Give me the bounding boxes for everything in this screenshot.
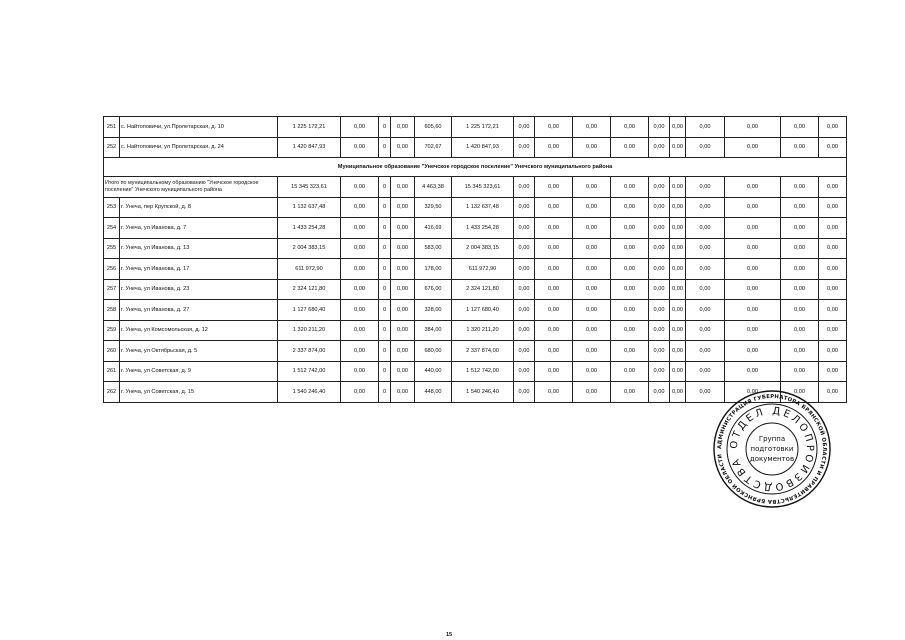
row-cell-c1: 0,00 (341, 320, 379, 341)
row-cell-c9: 0,00 (611, 218, 649, 239)
row-cell-c12: 0,00 (686, 341, 725, 362)
row-number: 259 (104, 320, 120, 341)
row-cell-c3: 0,00 (391, 137, 415, 158)
row-cell-c4: 384,00 (415, 320, 452, 341)
stamp-line-2: подготовки (750, 445, 794, 453)
row-cell-c10: 0,00 (649, 238, 670, 259)
row-cell-c5: 2 324 121,80 (452, 279, 514, 300)
row-cell-c15: 0,00 (819, 137, 847, 158)
row-cell-c6: 0,00 (514, 259, 535, 280)
subtotal-c1: 0,00 (341, 177, 379, 198)
subtotal-c2: 0 (379, 177, 391, 198)
row-cell-c14: 0,00 (781, 137, 819, 158)
subtotal-c14: 0,00 (781, 177, 819, 198)
subtotal-row (104, 177, 847, 198)
row-cell-c11: 0,00 (670, 279, 686, 300)
row-number: 251 (104, 117, 120, 138)
row-number: 252 (104, 137, 120, 158)
row-cell-c11: 0,00 (670, 361, 686, 382)
page-number: 15 (446, 632, 453, 638)
row-cell-c4: 178,00 (415, 259, 452, 280)
row-cell-c12: 0,00 (686, 279, 725, 300)
row-cell-c12: 0,00 (686, 137, 725, 158)
subtotal-total: 15 345 323,61 (278, 177, 341, 198)
row-cell-c14: 0,00 (781, 259, 819, 280)
stamp-line-1: Группа (758, 435, 786, 443)
row-cell-c12: 0,00 (686, 300, 725, 321)
row-cell-c6: 0,00 (514, 382, 535, 403)
row-cell-c4: 329,50 (415, 197, 452, 218)
row-cell-c13: 0,00 (725, 197, 781, 218)
row-cell-total: 1 512 742,00 (278, 361, 341, 382)
row-cell-c9: 0,00 (611, 137, 649, 158)
row-address: г. Унеча, ул Октябрьская, д. 5 (120, 341, 278, 362)
row-cell-c6: 0,00 (514, 117, 535, 138)
main-rows (104, 197, 847, 402)
row-cell-c8: 0,00 (573, 361, 611, 382)
subtotal-c8: 0,00 (573, 177, 611, 198)
row-cell-total: 1 420 847,93 (278, 137, 341, 158)
row-cell-c8: 0,00 (573, 218, 611, 239)
row-cell-c1: 0,00 (341, 137, 379, 158)
row-cell-c1: 0,00 (341, 382, 379, 403)
row-cell-c9: 0,00 (611, 238, 649, 259)
row-address: г. Унеча, ул Иванова, д. 27 (120, 300, 278, 321)
row-cell-c4: 328,00 (415, 300, 452, 321)
row-cell-c2: 0 (379, 341, 391, 362)
row-cell-c8: 0,00 (573, 382, 611, 403)
row-cell-c1: 0,00 (341, 341, 379, 362)
row-cell-c7: 0,00 (535, 259, 573, 280)
row-cell-c3: 0,00 (391, 279, 415, 300)
row-address: г. Унеча, ул Советская, д. 9 (120, 361, 278, 382)
row-cell-c5: 2 004 383,15 (452, 238, 514, 259)
row-cell-c3: 0,00 (391, 259, 415, 280)
row-number: 253 (104, 197, 120, 218)
table-row (104, 137, 847, 158)
row-cell-c2: 0 (379, 259, 391, 280)
row-cell-c7: 0,00 (535, 117, 573, 138)
row-cell-c13: 0,00 (725, 259, 781, 280)
row-cell-c13: 0,00 (725, 137, 781, 158)
row-cell-c13: 0,00 (725, 279, 781, 300)
row-cell-c11: 0,00 (670, 341, 686, 362)
row-cell-total: 1 225 172,21 (278, 117, 341, 138)
row-address: г. Унеча, ул Советская, д. 15 (120, 382, 278, 403)
row-cell-c5: 1 320 211,20 (452, 320, 514, 341)
subtotal-c10: 0,00 (649, 177, 670, 198)
row-cell-c3: 0,00 (391, 117, 415, 138)
row-cell-c4: 416,69 (415, 218, 452, 239)
row-cell-c4: 702,67 (415, 137, 452, 158)
row-cell-c11: 0,00 (670, 137, 686, 158)
stamp-outer-text: АДМИНИСТРАЦИЯ ГУБЕРНАТОРА БРЯНСКОЙ ОБЛАСТИ И ПРАВИТЕЛЬСТВА БРЯНСКОЙ ОБЛАСТИ (716, 393, 828, 505)
row-cell-c1: 0,00 (341, 361, 379, 382)
row-cell-c7: 0,00 (535, 137, 573, 158)
row-cell-c8: 0,00 (573, 341, 611, 362)
row-cell-total: 1 132 637,48 (278, 197, 341, 218)
row-cell-c7: 0,00 (535, 382, 573, 403)
row-cell-c12: 0,00 (686, 320, 725, 341)
row-cell-c8: 0,00 (573, 259, 611, 280)
row-cell-c7: 0,00 (535, 279, 573, 300)
section-header-row (104, 158, 847, 177)
row-address: г. Унеча, ул Иванова, д. 17 (120, 259, 278, 280)
row-cell-c1: 0,00 (341, 218, 379, 239)
table-row (104, 259, 847, 280)
table-row (104, 218, 847, 239)
row-cell-c10: 0,00 (649, 361, 670, 382)
row-address: г. Унеча, ул Иванова, д. 23 (120, 279, 278, 300)
row-cell-c5: 611 972,90 (452, 259, 514, 280)
row-cell-c5: 1 540 246,40 (452, 382, 514, 403)
row-cell-c3: 0,00 (391, 361, 415, 382)
row-cell-c8: 0,00 (573, 117, 611, 138)
row-cell-c10: 0,00 (649, 259, 670, 280)
row-cell-total: 2 324 121,80 (278, 279, 341, 300)
row-cell-c15: 0,00 (819, 259, 847, 280)
row-cell-c10: 0,00 (649, 382, 670, 403)
row-cell-c8: 0,00 (573, 279, 611, 300)
row-cell-c9: 0,00 (611, 117, 649, 138)
row-cell-c12: 0,00 (686, 197, 725, 218)
row-cell-c10: 0,00 (649, 197, 670, 218)
row-cell-c7: 0,00 (535, 341, 573, 362)
subtotal-c5: 15 345 323,61 (452, 177, 514, 198)
row-cell-c5: 1 132 637,48 (452, 197, 514, 218)
row-cell-c14: 0,00 (781, 238, 819, 259)
row-cell-c14: 0,00 (781, 117, 819, 138)
subtotal-label: Итого по муниципальному образованию "Унечское городское поселение" Унечского муниципального района (104, 177, 278, 198)
row-cell-c13: 0,00 (725, 361, 781, 382)
row-cell-c9: 0,00 (611, 279, 649, 300)
row-cell-c12: 0,00 (686, 361, 725, 382)
row-address: г. Унеча, ул Иванова, д. 7 (120, 218, 278, 239)
subtotal-c13: 0,00 (725, 177, 781, 198)
row-cell-c15: 0,00 (819, 117, 847, 138)
subtotal-c6: 0,00 (514, 177, 535, 198)
row-cell-c10: 0,00 (649, 300, 670, 321)
row-cell-c14: 0,00 (781, 361, 819, 382)
row-number: 254 (104, 218, 120, 239)
row-address: с. Найтоповичи, ул Пролетарская, д. 24 (120, 137, 278, 158)
row-cell-c6: 0,00 (514, 300, 535, 321)
row-cell-total: 1 127 680,40 (278, 300, 341, 321)
section-block (104, 158, 847, 198)
stamp-inner-text: ОТДЕЛ ДЕЛОПРОИЗВОДСТВА (728, 405, 816, 493)
row-cell-c1: 0,00 (341, 238, 379, 259)
row-cell-c3: 0,00 (391, 197, 415, 218)
row-cell-c6: 0,00 (514, 341, 535, 362)
row-cell-c2: 0 (379, 218, 391, 239)
row-cell-c7: 0,00 (535, 361, 573, 382)
row-cell-total: 1 540 246,40 (278, 382, 341, 403)
row-cell-c15: 0,00 (819, 341, 847, 362)
row-cell-c13: 0,00 (725, 320, 781, 341)
row-cell-c6: 0,00 (514, 320, 535, 341)
table-row (104, 361, 847, 382)
row-cell-c12: 0,00 (686, 382, 725, 403)
row-cell-c7: 0,00 (535, 197, 573, 218)
row-cell-c10: 0,00 (649, 341, 670, 362)
row-address: г. Унеча, ул Комсомольская, д. 12 (120, 320, 278, 341)
table-row (104, 117, 847, 138)
subtotal-c3: 0,00 (391, 177, 415, 198)
row-cell-c12: 0,00 (686, 238, 725, 259)
section-title: Муниципальное образование "Унечское городское поселение" Унечского муниципального района (104, 158, 847, 177)
row-cell-c11: 0,00 (670, 197, 686, 218)
subtotal-c15: 0,00 (819, 177, 847, 198)
row-cell-c7: 0,00 (535, 238, 573, 259)
row-cell-c3: 0,00 (391, 382, 415, 403)
row-cell-c15: 0,00 (819, 197, 847, 218)
row-cell-c14: 0,00 (781, 382, 819, 403)
table-row (104, 197, 847, 218)
row-cell-c9: 0,00 (611, 300, 649, 321)
row-cell-c1: 0,00 (341, 279, 379, 300)
row-cell-c12: 0,00 (686, 259, 725, 280)
row-cell-c3: 0,00 (391, 218, 415, 239)
row-cell-c1: 0,00 (341, 259, 379, 280)
row-cell-c2: 0 (379, 300, 391, 321)
row-cell-c2: 0 (379, 197, 391, 218)
row-address: г. Унеча, пер Крупской, д. 8 (120, 197, 278, 218)
table-row (104, 341, 847, 362)
row-cell-c9: 0,00 (611, 361, 649, 382)
row-cell-c9: 0,00 (611, 341, 649, 362)
row-cell-c15: 0,00 (819, 361, 847, 382)
row-cell-c2: 0 (379, 137, 391, 158)
row-cell-c15: 0,00 (819, 218, 847, 239)
row-cell-c9: 0,00 (611, 320, 649, 341)
row-cell-c2: 0 (379, 382, 391, 403)
row-cell-c7: 0,00 (535, 218, 573, 239)
row-cell-c8: 0,00 (573, 197, 611, 218)
row-cell-c6: 0,00 (514, 137, 535, 158)
row-cell-c11: 0,00 (670, 320, 686, 341)
row-cell-c5: 1 512 742,00 (452, 361, 514, 382)
row-number: 262 (104, 382, 120, 403)
row-cell-c10: 0,00 (649, 218, 670, 239)
row-cell-c8: 0,00 (573, 137, 611, 158)
row-cell-c4: 448,00 (415, 382, 452, 403)
row-cell-c3: 0,00 (391, 238, 415, 259)
subtotal-c11: 0,00 (670, 177, 686, 198)
row-cell-c8: 0,00 (573, 300, 611, 321)
row-number: 257 (104, 279, 120, 300)
row-cell-c3: 0,00 (391, 320, 415, 341)
row-number: 258 (104, 300, 120, 321)
row-cell-c4: 676,00 (415, 279, 452, 300)
row-cell-c12: 0,00 (686, 218, 725, 239)
row-cell-c1: 0,00 (341, 300, 379, 321)
row-cell-c11: 0,00 (670, 382, 686, 403)
row-cell-c7: 0,00 (535, 300, 573, 321)
table-row (104, 320, 847, 341)
row-cell-c5: 2 337 874,00 (452, 341, 514, 362)
row-cell-c13: 0,00 (725, 341, 781, 362)
table-row (104, 238, 847, 259)
row-cell-c4: 605,60 (415, 117, 452, 138)
row-address: г. Унеча, ул Иванова, д. 13 (120, 238, 278, 259)
row-cell-c1: 0,00 (341, 197, 379, 218)
row-number: 260 (104, 341, 120, 362)
row-cell-c10: 0,00 (649, 117, 670, 138)
official-stamp (712, 389, 832, 509)
row-cell-c5: 1 420 847,93 (452, 137, 514, 158)
row-cell-total: 2 337 874,00 (278, 341, 341, 362)
row-cell-c1: 0,00 (341, 117, 379, 138)
row-cell-c2: 0 (379, 279, 391, 300)
row-cell-c2: 0 (379, 361, 391, 382)
row-cell-c15: 0,00 (819, 300, 847, 321)
row-cell-c9: 0,00 (611, 382, 649, 403)
row-cell-c13: 0,00 (725, 117, 781, 138)
table-row (104, 279, 847, 300)
row-cell-total: 2 004 383,15 (278, 238, 341, 259)
row-cell-c13: 0,00 (725, 238, 781, 259)
row-cell-c9: 0,00 (611, 259, 649, 280)
subtotal-c9: 0,00 (611, 177, 649, 198)
row-cell-c6: 0,00 (514, 197, 535, 218)
row-cell-c11: 0,00 (670, 117, 686, 138)
row-cell-c6: 0,00 (514, 279, 535, 300)
row-cell-c6: 0,00 (514, 238, 535, 259)
row-cell-c8: 0,00 (573, 238, 611, 259)
row-cell-total: 1 320 211,20 (278, 320, 341, 341)
row-cell-c14: 0,00 (781, 218, 819, 239)
row-cell-c9: 0,00 (611, 197, 649, 218)
row-cell-c5: 1 127 680,40 (452, 300, 514, 321)
row-cell-c6: 0,00 (514, 218, 535, 239)
top-rows (104, 117, 847, 158)
subtotal-c7: 0,00 (535, 177, 573, 198)
row-cell-c6: 0,00 (514, 361, 535, 382)
row-number: 255 (104, 238, 120, 259)
subtotal-c4: 4 463,38 (415, 177, 452, 198)
row-cell-c13: 0,00 (725, 218, 781, 239)
row-cell-total: 1 433 254,28 (278, 218, 341, 239)
row-cell-c12: 0,00 (686, 117, 725, 138)
row-number: 261 (104, 361, 120, 382)
row-cell-c10: 0,00 (649, 320, 670, 341)
row-cell-c11: 0,00 (670, 259, 686, 280)
row-cell-c4: 680,00 (415, 341, 452, 362)
row-cell-c13: 0,00 (725, 382, 781, 403)
subtotal-c12: 0,00 (686, 177, 725, 198)
row-cell-c15: 0,00 (819, 382, 847, 403)
table-row (104, 300, 847, 321)
row-cell-c11: 0,00 (670, 238, 686, 259)
row-cell-c8: 0,00 (573, 320, 611, 341)
row-cell-c3: 0,00 (391, 341, 415, 362)
row-cell-c10: 0,00 (649, 279, 670, 300)
row-cell-c14: 0,00 (781, 300, 819, 321)
row-cell-c5: 1 433 254,28 (452, 218, 514, 239)
row-cell-c2: 0 (379, 117, 391, 138)
row-cell-c14: 0,00 (781, 341, 819, 362)
row-cell-c13: 0,00 (725, 300, 781, 321)
row-cell-total: 611 972,90 (278, 259, 341, 280)
row-cell-c7: 0,00 (535, 320, 573, 341)
row-cell-c10: 0,00 (649, 137, 670, 158)
row-cell-c14: 0,00 (781, 320, 819, 341)
row-cell-c2: 0 (379, 320, 391, 341)
row-cell-c11: 0,00 (670, 218, 686, 239)
row-cell-c4: 440,00 (415, 361, 452, 382)
row-cell-c14: 0,00 (781, 279, 819, 300)
row-cell-c15: 0,00 (819, 279, 847, 300)
row-cell-c15: 0,00 (819, 320, 847, 341)
row-cell-c11: 0,00 (670, 300, 686, 321)
row-cell-c2: 0 (379, 238, 391, 259)
row-cell-c3: 0,00 (391, 300, 415, 321)
row-cell-c14: 0,00 (781, 197, 819, 218)
row-number: 256 (104, 259, 120, 280)
row-cell-c5: 1 225 172,21 (452, 117, 514, 138)
row-address: с. Найтоповичи, ул.Пролетарская, д. 10 (120, 117, 278, 138)
stamp-line-3: документов (749, 455, 795, 463)
row-cell-c15: 0,00 (819, 238, 847, 259)
row-cell-c4: 583,00 (415, 238, 452, 259)
register-table (103, 116, 847, 403)
